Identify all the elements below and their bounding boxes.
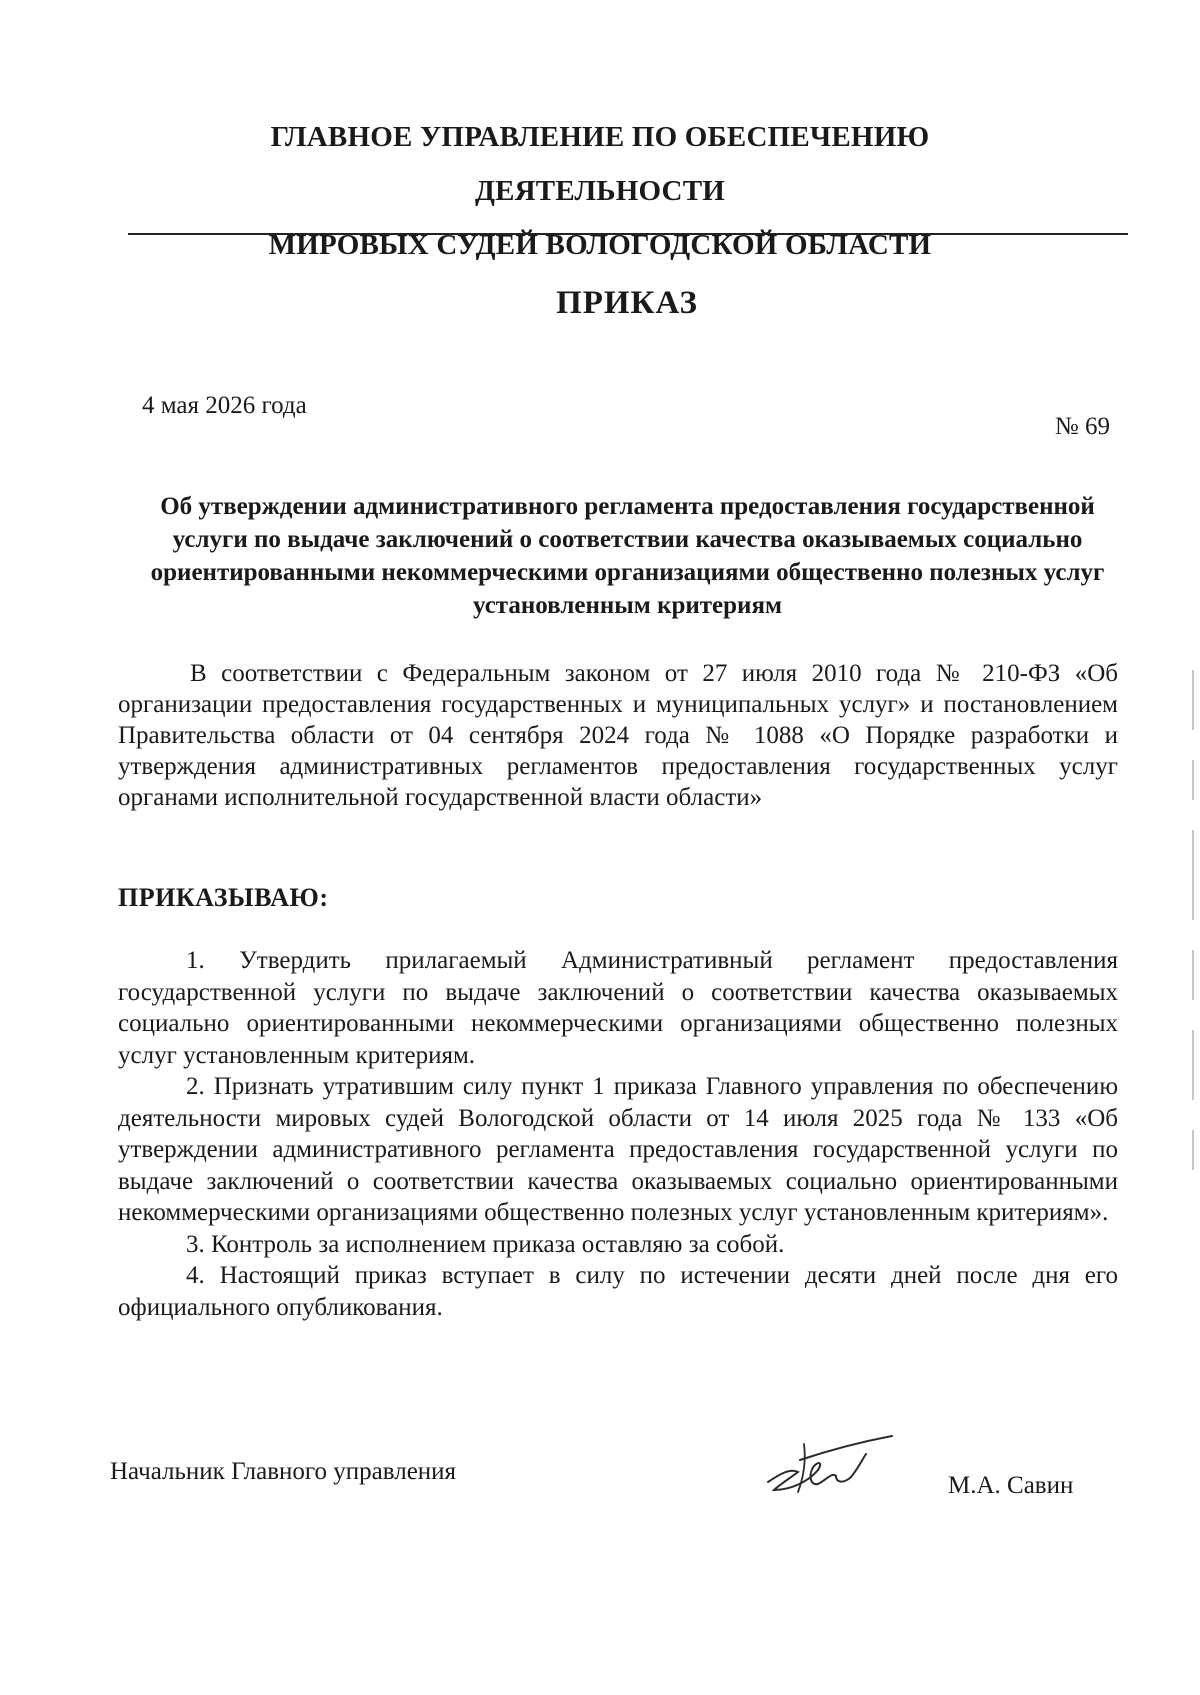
document-subject: Об утверждении административного регламента предоставления государственной услуги по выдаче заключений о соответствии качества оказываемых социально ориентированными некоммерческими организациями общественно полезных услуг установленным критериям — [150, 493, 1105, 619]
order-item-4: 4. Настоящий приказ вступает в силу по истечении десяти дней после дня его официального опубликования. — [118, 1262, 1118, 1321]
organization-name-line-2: МИРОВЫХ СУДЕЙ ВОЛОГОДСКОЙ ОБЛАСТИ — [268, 229, 932, 261]
handwritten-signature-icon — [760, 1420, 900, 1510]
document-number: № 69 — [1054, 413, 1110, 440]
scan-margin-marks — [1192, 670, 1196, 1370]
order-item-1: 1. Утвердить прилагаемый Административный регламент предоставления государственной услуги по выдаче заключений о соответствии качества оказываемых социально ориентированными некоммерческими организациями общественно полезных услуг установленным критериям. — [118, 947, 1118, 1069]
header-divider — [128, 233, 1128, 235]
order-item-3: 3. Контроль за исполнением приказа оставляю за собой. — [186, 1230, 785, 1258]
signatory-position: Начальник Главного управления — [110, 1458, 457, 1485]
order-item-2: 2. Признать утратившим силу пункт 1 приказа Главного управления по обеспечению деятельности мировых судей Вологодской области от 14 июля 2025 года № 133 «Об утверждении административного регламента предоставления государственной услуги по выдаче заключений о соответствии качества оказываемых социально ориентированными некоммерческими организациями общественно полезных услуг установленным критериям». — [118, 1073, 1118, 1226]
document-title: ПРИКАЗ — [556, 285, 698, 321]
organization-name-line-1: ГЛАВНОЕ УПРАВЛЕНИЕ ПО ОБЕСПЕЧЕНИЮ ДЕЯТЕЛЬНОСТИ — [270, 121, 930, 207]
organization-header — [150, 110, 1050, 272]
preamble-text: В соответствии с Федеральным законом от 27 июля 2010 года № 210-ФЗ «Об организации предоставления государственных и муниципальных услуг» и постановлением Правительства области от 04 сентября 2024 года № 1088 «О Порядке разработки и утверждения административных регламентов предоставления государственных услуг органами исполнительной государственной власти области» — [118, 660, 1118, 811]
signatory-name: М.А. Савин — [948, 1472, 1074, 1499]
order-keyword: ПРИКАЗЫВАЮ: — [118, 883, 329, 912]
preamble-paragraph — [118, 658, 1118, 813]
document-date: 4 мая 2026 года — [142, 392, 307, 419]
order-items — [118, 945, 1118, 1323]
